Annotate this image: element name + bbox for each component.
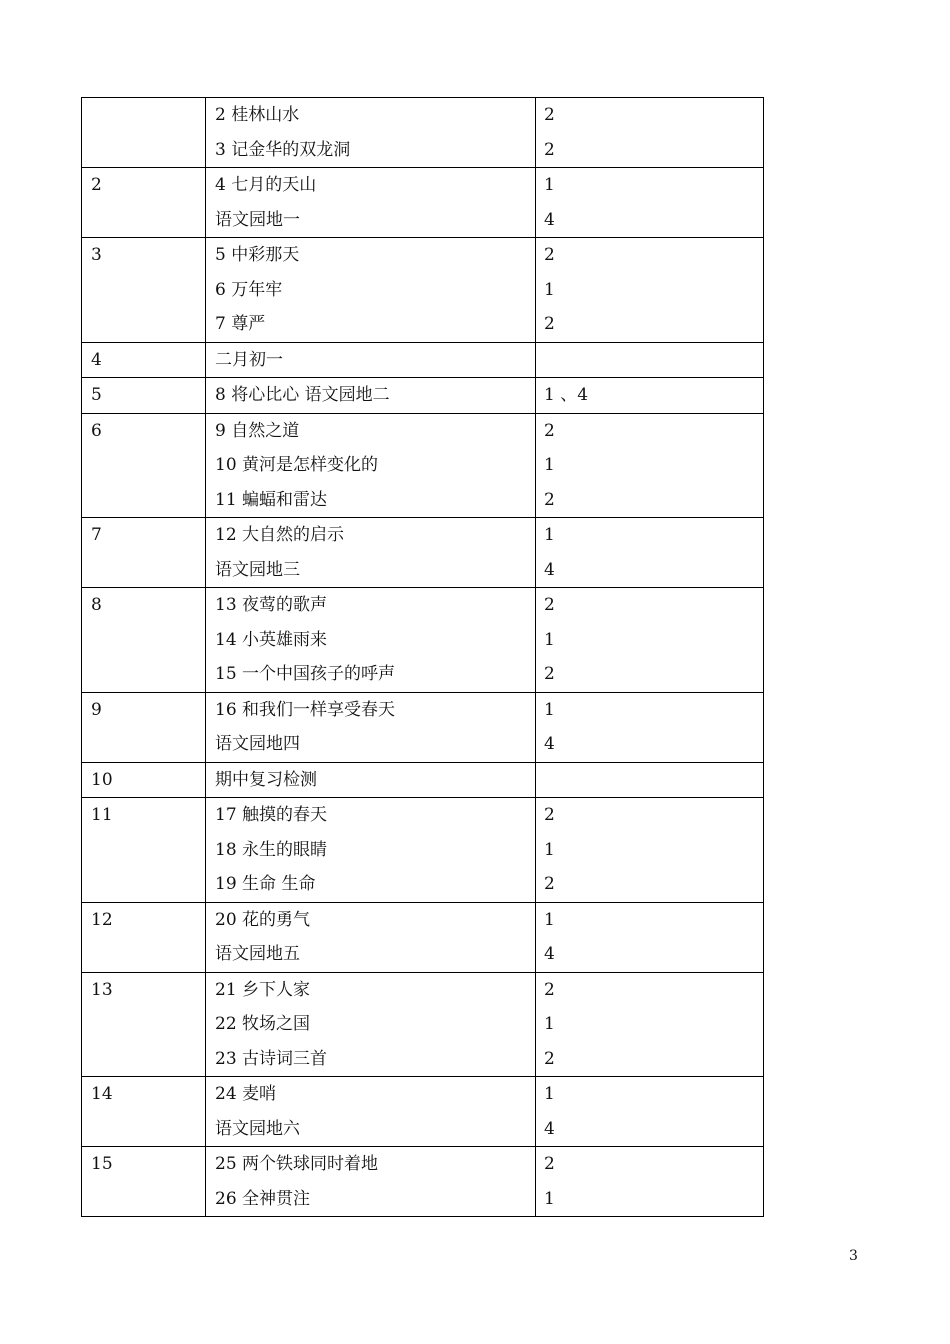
lesson-title: 16 和我们一样享受春天 [215,699,396,720]
hours-cell [536,692,764,762]
week-cell [82,342,206,378]
lesson-cell [206,1077,536,1147]
lesson-hours: 2 [544,1154,555,1174]
week-number: 15 [91,1154,113,1174]
lesson-hours: 2 [544,1048,555,1069]
table-row [82,798,764,903]
week-cell [82,798,206,903]
lesson-title: 11 蝙蝠和雷达 [215,489,328,510]
week-cell [82,413,206,518]
lesson-cell [206,518,536,588]
lesson-hours: 1 [544,455,555,475]
week-cell [82,168,206,238]
hours-cell [536,762,764,798]
lesson-cell [206,238,536,343]
lesson-cell [206,342,536,378]
lesson-title: 12 大自然的启示 [215,525,345,545]
lesson-hours: 1 [544,1084,555,1104]
week-number: 2 [91,175,102,195]
lesson-title: 语文园地一 [215,209,300,230]
lesson-title: 3 记金华的双龙洞 [215,139,351,160]
lesson-title: 8 将心比心 语文园地二 [215,385,390,405]
hours-cell [536,902,764,972]
hours-cell [536,798,764,903]
lesson-hours: 2 [544,874,555,894]
lesson-title: 语文园地三 [215,559,300,580]
lesson-hours: 1 [544,175,555,195]
lesson-hours: 2 [544,105,555,125]
week-number: 14 [91,1084,113,1104]
lesson-cell [206,1147,536,1217]
lesson-cell [206,168,536,238]
lesson-schedule-table [81,97,764,1217]
week-cell [82,98,206,168]
week-number: 5 [91,385,102,405]
lesson-hours: 4 [544,1118,555,1139]
hours-cell [536,168,764,238]
lesson-title: 19 生命 生命 [215,874,316,894]
week-number: 12 [91,909,113,930]
table-row [82,168,764,238]
lesson-hours [536,763,763,798]
hours-cell [536,1077,764,1147]
table-row [82,762,764,798]
lesson-title: 语文园地五 [215,944,300,964]
lesson-title: 13 夜莺的歌声 [215,595,328,615]
lesson-hours: 4 [544,559,555,580]
lesson-hours [536,343,763,378]
week-number: 8 [91,595,102,615]
hours-cell [536,972,764,1077]
lesson-cell [206,902,536,972]
week-number: 11 [91,805,113,825]
lesson-cell [206,98,536,168]
lesson-hours: 1 [544,525,555,545]
hours-cell [536,1147,764,1217]
lesson-title: 26 全神贯注 [215,1188,311,1209]
lesson-title: 语文园地四 [215,734,300,754]
hours-cell [536,342,764,378]
table-row [82,1077,764,1147]
lesson-hours: 1 [544,629,555,650]
lesson-title: 语文园地六 [215,1118,300,1139]
table-row [82,692,764,762]
week-cell [82,902,206,972]
lesson-hours: 1 [544,699,555,720]
lesson-hours: 2 [544,805,555,825]
lesson-hours: 2 [544,595,555,615]
lesson-title: 18 永生的眼睛 [215,839,328,860]
week-cell [82,588,206,693]
table-row [82,378,764,414]
table-row [82,518,764,588]
lesson-title: 二月初一 [215,349,283,370]
hours-cell [536,588,764,693]
page-number: 3 [849,1248,858,1264]
hours-cell [536,518,764,588]
lesson-title: 5 中彩那天 [215,245,300,265]
week-cell [82,762,206,798]
lesson-hours: 2 [544,489,555,510]
lesson-title: 25 两个铁球同时着地 [215,1154,379,1174]
table-row [82,588,764,693]
lesson-hours: 2 [544,245,555,265]
lesson-cell [206,413,536,518]
lesson-title: 10 黄河是怎样变化的 [215,455,379,475]
table-row [82,413,764,518]
lesson-hours: 2 [544,314,555,334]
week-number: 10 [91,769,113,790]
lesson-title: 15 一个中国孩子的呼声 [215,664,396,684]
table-row [82,902,764,972]
lesson-cell [206,588,536,693]
lesson-cell [206,692,536,762]
lesson-hours: 4 [544,734,555,754]
lesson-hours: 1 、4 [544,385,589,405]
week-number: 6 [91,420,102,441]
lesson-title: 22 牧场之国 [215,1014,311,1034]
table-row [82,238,764,343]
lesson-cell [206,798,536,903]
week-cell [82,378,206,414]
lesson-title: 9 自然之道 [215,420,300,441]
lesson-cell [206,972,536,1077]
week-number [82,98,205,133]
week-number: 13 [91,979,113,1000]
lesson-title: 2 桂林山水 [215,105,300,125]
week-number: 9 [91,699,102,720]
lesson-hours: 1 [544,909,555,930]
lesson-hours: 1 [544,279,555,300]
week-cell [82,972,206,1077]
lesson-title: 17 触摸的春天 [215,805,328,825]
lesson-hours: 2 [544,979,555,1000]
lesson-title: 21 乡下人家 [215,979,311,1000]
week-number: 4 [91,349,102,370]
week-cell [82,1077,206,1147]
table-row [82,1147,764,1217]
week-number: 3 [91,245,102,265]
table-row [82,342,764,378]
lesson-hours: 2 [544,664,555,684]
table-row [82,972,764,1077]
lesson-hours: 1 [544,839,555,860]
week-cell [82,518,206,588]
hours-cell [536,413,764,518]
lesson-cell [206,762,536,798]
hours-cell [536,98,764,168]
week-cell [82,1147,206,1217]
week-number: 7 [91,525,102,545]
week-cell [82,692,206,762]
lesson-title: 期中复习检测 [215,769,317,790]
lesson-title: 6 万年牢 [215,279,283,300]
week-cell [82,238,206,343]
lesson-title: 7 尊严 [215,314,266,334]
lesson-hours: 1 [544,1014,555,1034]
lesson-title: 4 七月的天山 [215,175,317,195]
lesson-title: 20 花的勇气 [215,909,311,930]
schedule-body [82,98,764,1217]
table-row [82,98,764,168]
lesson-hours: 2 [544,420,555,441]
lesson-title: 24 麦哨 [215,1084,277,1104]
lesson-hours: 2 [544,139,555,160]
lesson-title: 23 古诗词三首 [215,1048,328,1069]
lesson-hours: 1 [544,1188,555,1209]
lesson-hours: 4 [544,944,555,964]
hours-cell [536,378,764,414]
hours-cell [536,238,764,343]
lesson-hours: 4 [544,209,555,230]
lesson-cell [206,378,536,414]
lesson-title: 14 小英雄雨来 [215,629,328,650]
